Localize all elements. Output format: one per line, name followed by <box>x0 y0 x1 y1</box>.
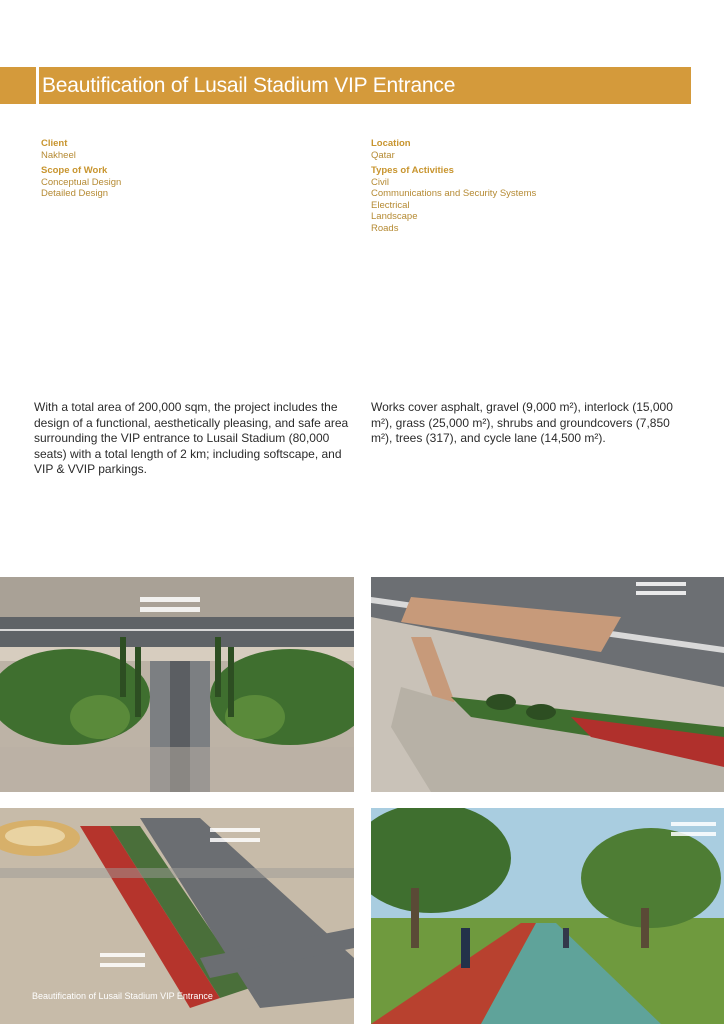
page-title: Beautification of Lusail Stadium VIP Entrance <box>42 73 456 97</box>
description-right: Works cover asphalt, gravel (9,000 m²), interlock (15,000 m²), grass (25,000 m²), shrubs and groundcovers (7,850 m²), trees (317), and cycle lane (14,500 m²). <box>371 400 673 445</box>
project-details-right <box>371 138 536 234</box>
activity-value: Electrical <box>371 199 410 211</box>
title-bar-edge <box>0 67 36 104</box>
description-left: With a total area of 200,000 sqm, the project includes the design of a functional, aesthetically pleasing, and safe area surrounding the VIP entrance to Lusail Stadium (80,000 seats) with a total length of 2 km; including softscape, and VIP & VVIP parkings. <box>34 400 349 476</box>
scope-value: Detailed Design <box>41 188 109 199</box>
scope-value: Conceptual Design <box>41 176 122 188</box>
activities-label: Types of Activities <box>371 165 454 176</box>
title-bar <box>0 67 691 104</box>
activity-value: Communications and Security Systems <box>371 188 537 199</box>
activity-value: Roads <box>371 222 399 234</box>
activity-value: Civil <box>371 176 389 188</box>
client-label: Client <box>41 138 68 149</box>
scope-label: Scope of Work <box>41 165 108 176</box>
render-cycle-lane <box>371 808 724 1024</box>
client-value: Nakheel <box>41 149 76 161</box>
project-details-left <box>41 138 121 200</box>
image-caption: Beautification of Lusail Stadium VIP Entrance <box>32 991 213 1001</box>
location-value: Qatar <box>371 149 395 161</box>
render-canopy-entrance <box>371 577 724 792</box>
render-aerial-plaza <box>0 577 354 792</box>
location-label: Location <box>371 138 411 149</box>
activity-value: Landscape <box>371 211 418 222</box>
